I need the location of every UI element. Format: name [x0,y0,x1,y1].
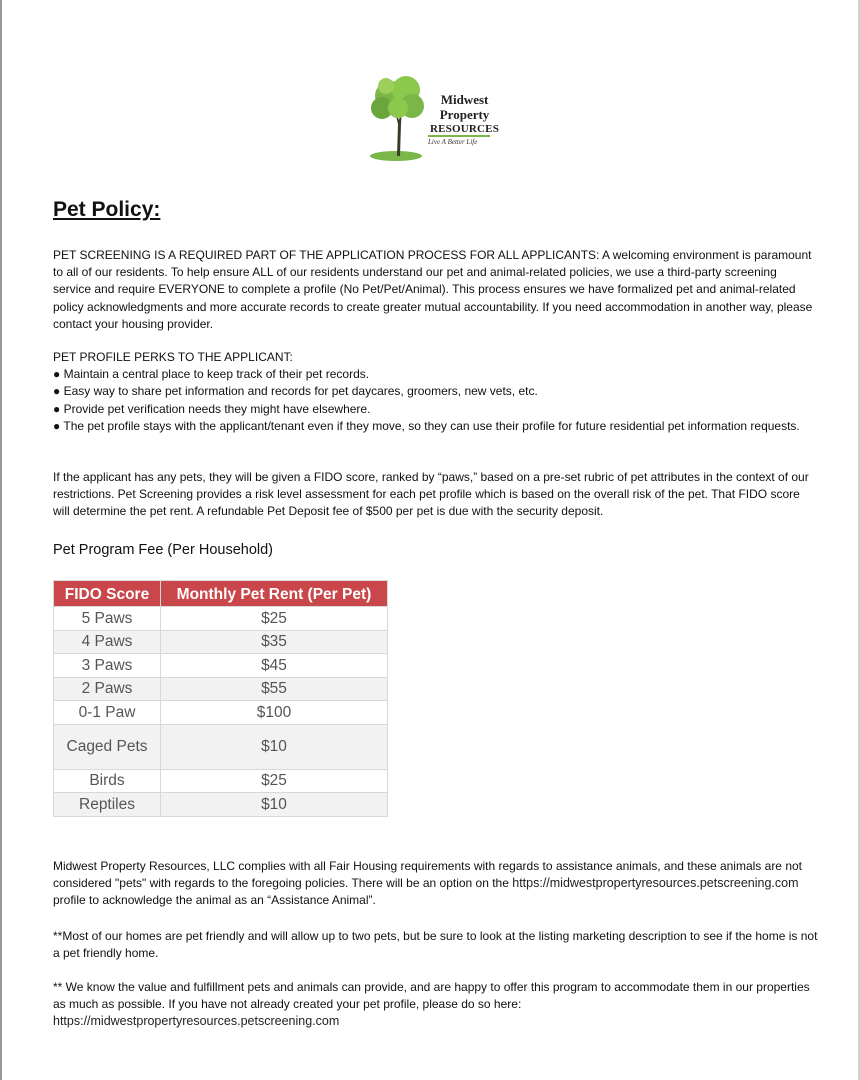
table-row [54,630,388,654]
fair-housing-text: Midwest Property Resources, LLC complies with all Fair Housing requirements with regards to assistance animals, and these animals are not considered "pets" with regards to the foregoing policies. There will be an option on the [53,859,802,891]
rent-cell: $55 [161,677,388,701]
table-row [54,701,388,725]
perk-item: ● Provide pet verification needs they might have elsewhere. [53,401,371,416]
table-row [54,607,388,631]
fido-score-cell: Birds [54,769,161,793]
fido-score-cell: Reptiles [54,793,161,817]
fee-heading: Pet Program Fee (Per Household) [53,542,274,558]
rent-cell: $45 [161,654,388,678]
fido-score-cell: 2 Paws [54,677,161,701]
rent-cell: $25 [161,607,388,631]
logo-line-1: Midwest [440,92,489,107]
petscreening-link[interactable]: https://midwestpropertyresources.petscreening.com [53,1014,340,1029]
table-header-row [54,581,388,607]
perk-item: ● The pet profile stays with the applicant/tenant even if they move, so they can use their profile for future residential pet information requests. [53,418,800,433]
table-row [54,654,388,678]
rent-cell: $10 [161,724,388,769]
tree-logo-icon [368,72,432,162]
pet-profile-note [53,979,818,1031]
fair-housing-text-after: profile to acknowledge the animal as an “Assistance Animal”. [53,893,376,908]
perks-section [53,349,818,435]
table-row [54,724,388,769]
header-monthly-rent: Monthly Pet Rent (Per Pet) [161,581,388,607]
pet-fee-table [53,580,388,817]
rent-cell: $25 [161,769,388,793]
intro-paragraph: PET SCREENING IS A REQUIRED PART OF THE APPLICATION PROCESS FOR ALL APPLICANTS: A welcoming environment is paramount to all of our residents. To help ensure ALL of our residents understand our pet and animal-related policies, we use a third-party screening service and require EVERYONE to complete a profile (No Pet/Pet/Animal). This process ensures we have formalized pet and animal-related policy acknowledgments and more accurate records to create greater mutual accountability. If you need accommodation in another way, please contact your housing provider. [53,248,813,331]
petscreening-link[interactable]: https://midwestpropertyresources.petscreening.com [512,876,799,891]
perk-item: ● Maintain a central place to keep track of their pet records. [53,367,370,382]
pet-profile-note-text: ** We know the value and fulfillment pets and animals can provide, and are happy to offer this program to accommodate them in our properties as much as possible. If you have not already created your pet profile, please do so here: [53,980,810,1012]
fido-score-cell: 4 Paws [54,630,161,654]
rent-cell: $35 [161,630,388,654]
fair-housing-paragraph [53,858,818,910]
perk-item: ● Easy way to share pet information and records for pet daycares, groomers, new vets, etc. [53,384,538,399]
fido-score-cell: 5 Paws [54,607,161,631]
fido-score-cell: 0-1 Paw [54,701,161,725]
table-row [54,677,388,701]
logo-line-3: RESOURCES [430,123,500,135]
page-title: Pet Policy: [53,198,161,221]
fido-paragraph: If the applicant has any pets, they will be given a FIDO score, ranked by “paws,” based on a pre-set rubric of pet attributes in the context of our restrictions. Pet Screening provides a risk level assessment for each pet profile which is based on the overall risk of the pet. That FIDO score will determine the pet rent. A refundable Pet Deposit fee of $500 per pet is due with the security deposit. [53,470,809,519]
logo-wordmark [430,92,499,137]
rent-cell: $100 [161,701,388,725]
pet-friendly-note: **Most of our homes are pet friendly and will allow up to two pets, but be sure to look at the listing marketing description to see if the home is not a pet friendly home. [53,929,818,961]
fido-score-cell: 3 Paws [54,654,161,678]
table-row [54,793,388,817]
company-logo [368,72,498,162]
header-fido-score: FIDO Score [54,581,161,607]
rent-cell: $10 [161,793,388,817]
table-row [54,769,388,793]
page-edge-left [0,0,2,1080]
logo-tagline: Live A Better Life [428,138,478,146]
perks-heading: PET PROFILE PERKS TO THE APPLICANT: [53,350,293,364]
logo-rule [428,135,490,137]
logo-line-2: Property [439,107,490,122]
fido-score-cell: Caged Pets [54,724,161,769]
